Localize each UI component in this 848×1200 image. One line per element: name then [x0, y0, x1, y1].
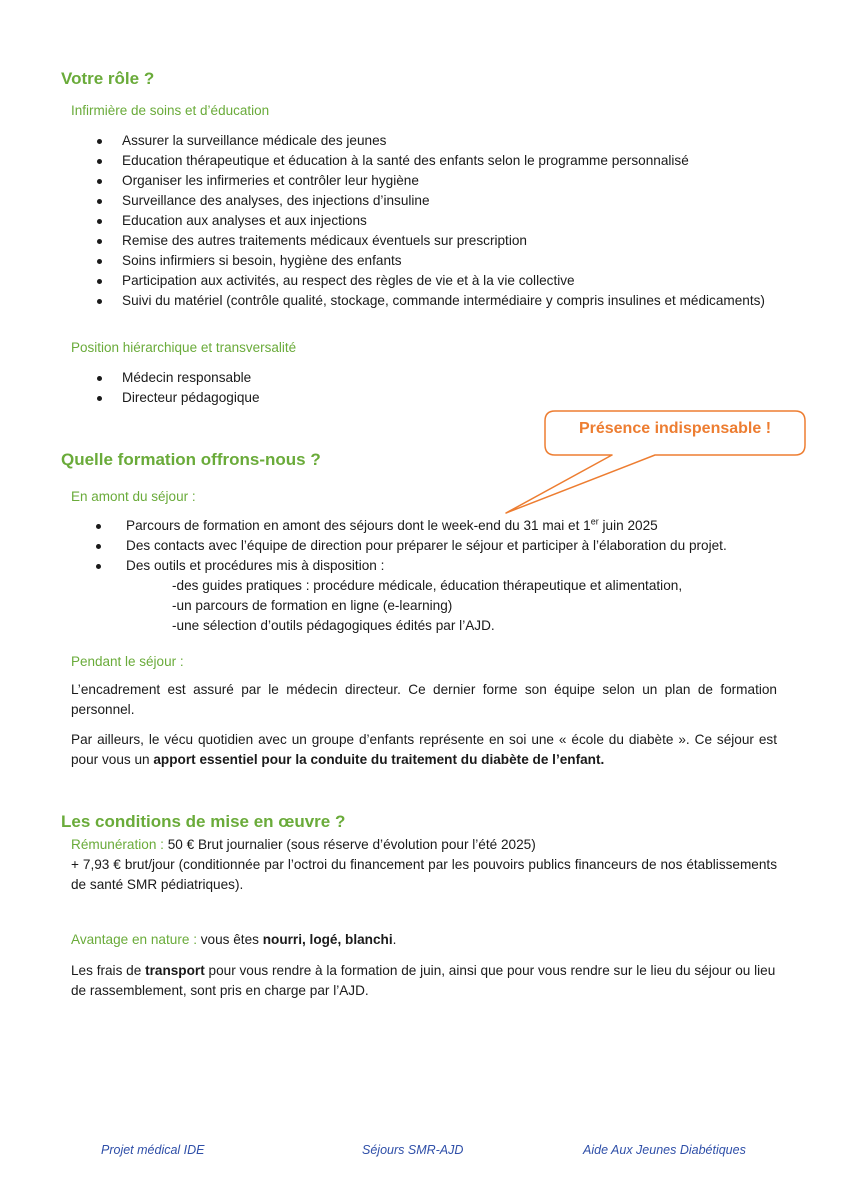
benefit-label: Avantage en nature :	[71, 932, 197, 947]
list-item	[70, 516, 790, 536]
benefit-emphasis: nourri, logé, blanchi	[262, 932, 393, 947]
before-stay-subtitle: En amont du séjour :	[71, 489, 196, 504]
footer-right: Aide Aux Jeunes Diabétiques	[583, 1143, 746, 1157]
paragraph-text: Les frais de	[71, 963, 146, 978]
tools-list	[70, 576, 790, 636]
list-item: Soins infirmiers si besoin, hygiène des enfants	[70, 251, 777, 271]
list-item-text: Parcours de formation en amont des séjours dont le week-end du 31 mai et 1	[126, 518, 591, 533]
pay-line	[71, 835, 777, 855]
hierarchy-subtitle: Position hiérarchique et transversalité	[71, 340, 297, 355]
list-item: Organiser les infirmeries et contrôler leur hygiène	[70, 171, 777, 191]
duties-list	[70, 131, 777, 311]
benefit-text: vous êtes	[196, 932, 263, 947]
footer-left: Projet médical IDE	[101, 1143, 205, 1157]
list-item: Médecin responsable	[70, 368, 777, 388]
during-stay-subtitle: Pendant le séjour :	[71, 654, 184, 669]
benefit-line	[71, 930, 777, 950]
list-item: Participation aux activités, au respect des règles de vie et à la vie collective	[70, 271, 777, 291]
list-item: Des contacts avec l’équipe de direction pour préparer le séjour et participer à l’élaboration du projet.	[70, 536, 790, 556]
tool-item: -des guides pratiques : procédure médicale, éducation thérapeutique et alimentation,	[172, 578, 683, 593]
superscript: er	[590, 516, 599, 527]
transport-paragraph	[71, 961, 777, 1001]
tool-item: -une sélection d’outils pédagogiques édités par l’AJD.	[172, 618, 495, 633]
conditions-title: Les conditions de mise en œuvre ?	[61, 812, 346, 831]
role-subtitle: Infirmière de soins et d’éducation	[71, 103, 270, 118]
pay-extra: + 7,93 € brut/jour (conditionnée par l’octroi du financement par les pouvoirs publics financeurs de nos établissements de santé SMR pédiatriques).	[71, 857, 777, 892]
paragraph-emphasis: transport	[145, 963, 205, 978]
list-item: Suivi du matériel (contrôle qualité, stockage, commande intermédiaire y compris insulines et médicaments)	[70, 291, 777, 311]
list-item: Directeur pédagogique	[70, 388, 777, 408]
list-item-text: juin 2025	[598, 518, 658, 533]
hierarchy-list	[70, 368, 777, 408]
role-title: Votre rôle ?	[61, 69, 155, 88]
list-item: Education aux analyses et aux injections	[70, 211, 777, 231]
list-item: Assurer la surveillance médicale des jeunes	[70, 131, 777, 151]
paragraph-text: Par ailleurs, le vécu quotidien avec un groupe d’enfants représente en soi une « école du diabète ». Ce séjour est pour vous un	[71, 732, 777, 767]
benefit-text: .	[392, 932, 397, 947]
training-title: Quelle formation offrons-nous ?	[61, 450, 321, 469]
before-stay-list	[70, 516, 790, 576]
list-item: Remise des autres traitements médicaux éventuels sur prescription	[70, 231, 777, 251]
paragraph-emphasis: apport essentiel pour la conduite du traitement du diabète de l’enfant.	[153, 752, 605, 767]
footer-center: Séjours SMR-AJD	[362, 1143, 464, 1157]
during-paragraph-2	[71, 730, 777, 770]
pay-text: 50 € Brut journalier (sous réserve d’évolution pour l’été 2025)	[163, 837, 536, 852]
list-item: Surveillance des analyses, des injections d’insuline	[70, 191, 777, 211]
tool-item: -un parcours de formation en ligne (e-learning)	[172, 598, 453, 613]
during-paragraph-1: L’encadrement est assuré par le médecin directeur. Ce dernier forme son équipe selon un plan de formation personnel.	[71, 682, 777, 717]
pay-label: Rémunération :	[71, 837, 164, 852]
paragraph-text: pour vous rendre à la formation de juin, ainsi que pour vous rendre sur le lieu du séjour ou lieu de rassemblement, sont pris en charge par l’AJD.	[71, 963, 776, 998]
callout-text: Présence indispensable !	[578, 420, 772, 437]
list-item: Des outils et procédures mis à disposition :	[70, 556, 790, 576]
list-item: Education thérapeutique et éducation à la santé des enfants selon le programme personnalisé	[70, 151, 777, 171]
